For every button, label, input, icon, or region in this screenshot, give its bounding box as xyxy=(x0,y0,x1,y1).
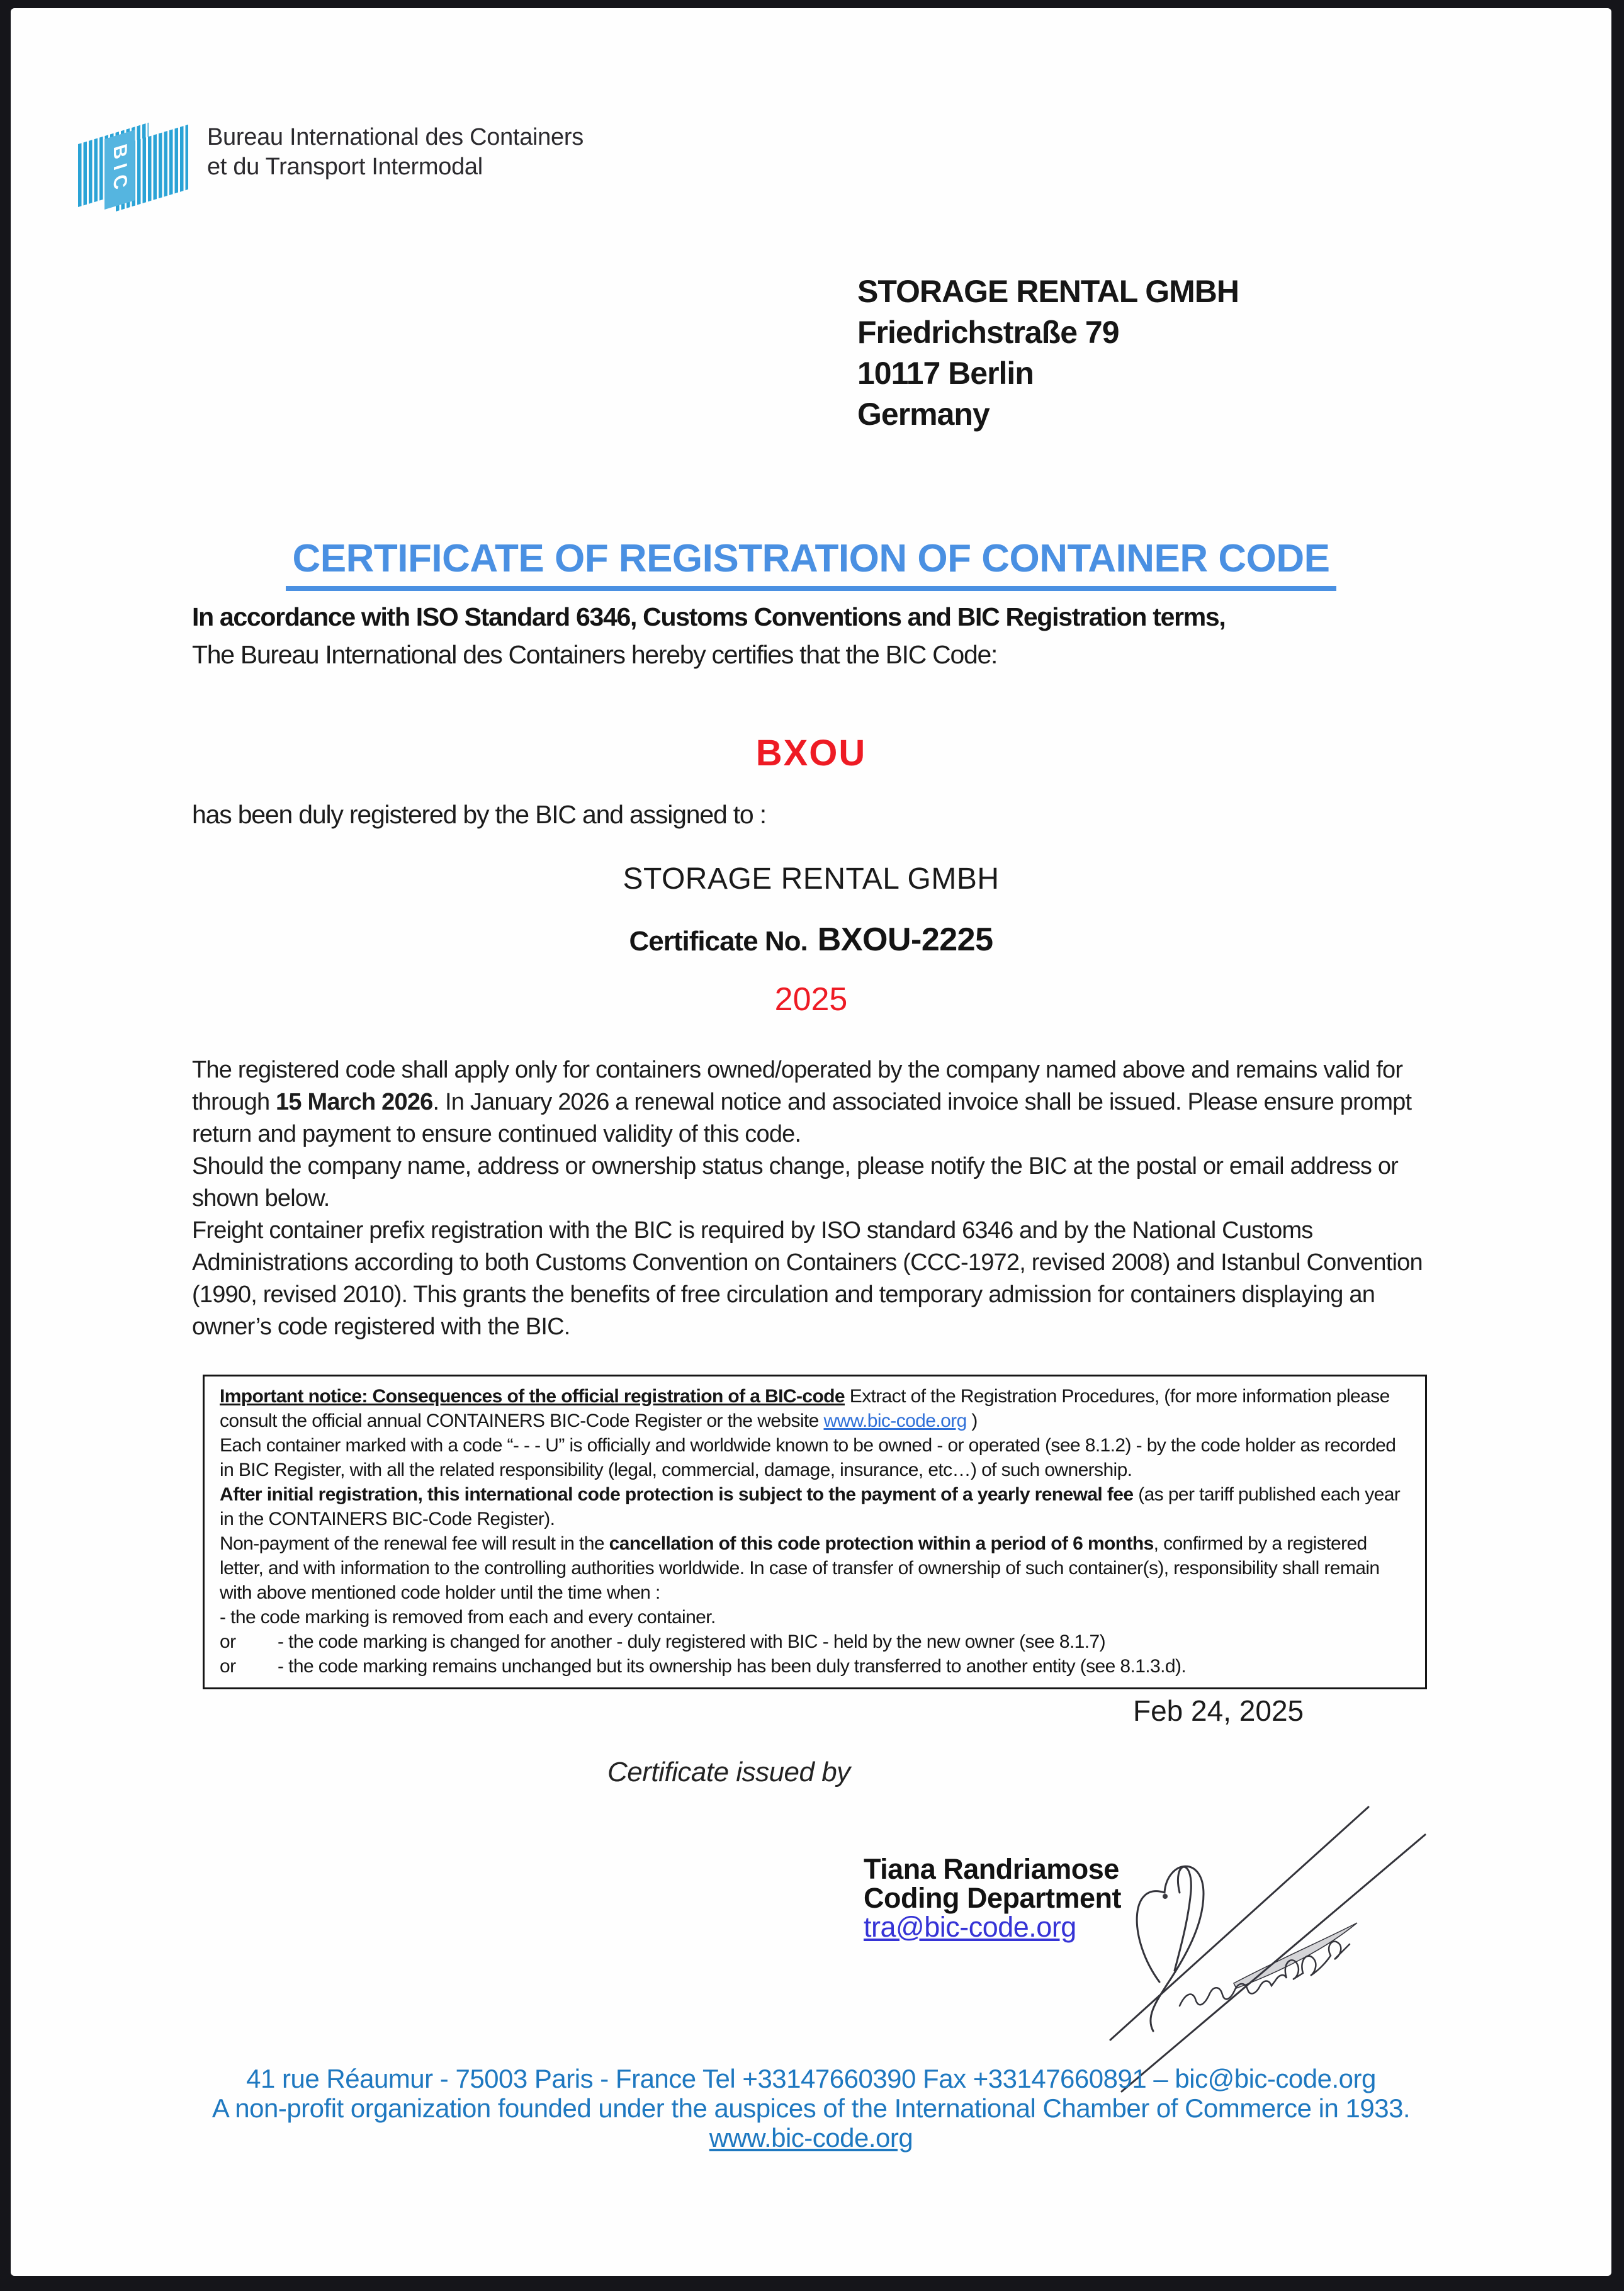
body-p1-end: . In January 2026 a renewal notice and associated invoice shall be issued. Please ensure prompt return and payment to ensure continued validity of this code. xyxy=(192,1089,1412,1147)
notice-paragraph-2: Each container marked with a code “- - - U” is officially and worldwide known to be owned - or operated (see 8.1.2) - by the code holder as recorded in BIC Register, with all the related responsibility (legal, commercial, damage, insurance, etc…) of such ownership. xyxy=(220,1435,1396,1480)
certificate-year: 2025 xyxy=(774,981,848,1018)
notice-p1-close: ) xyxy=(966,1410,978,1431)
notice-paragraph-1 xyxy=(220,1384,1411,1433)
notice-p4-start: Non-payment of the renewal fee will result in the xyxy=(220,1533,609,1554)
notice-bullet-2 xyxy=(220,1630,1411,1654)
signer-name: Tiana Randriamose xyxy=(864,1853,1119,1885)
logo-center-band xyxy=(104,130,135,210)
notice-heading: Important notice: Consequences of the official registration of a BIC-code xyxy=(220,1386,845,1407)
bic-code-value: BXOU xyxy=(755,733,867,774)
issued-by-label: Certificate issued by xyxy=(607,1757,850,1787)
bic-logo-icon xyxy=(77,119,210,230)
issue-date: Feb 24, 2025 xyxy=(1133,1694,1304,1727)
body-text xyxy=(192,1054,1424,1343)
footer-address-line: 41 rue Réaumur - 75003 Paris - France Tel +33147660390 Fax +33147660891 – bic@bic-code.org xyxy=(246,2064,1376,2093)
recipient-name: STORAGE RENTAL GMBH xyxy=(857,274,1239,309)
notice-p3-text: (as per tariff published each year in the CONTAINERS BIC-Code Register). xyxy=(220,1484,1401,1529)
certificate-page xyxy=(11,8,1611,2276)
notice-bullet-2-text: - the code marking is changed for another - duly registered with BIC - held by the new owner (see 8.1.7) xyxy=(278,1631,1105,1652)
notice-p3-bold: After initial registration, this international code protection is subject to the payment of a yearly renewal fee xyxy=(220,1484,1134,1505)
title-row xyxy=(11,539,1611,591)
notice-or-label: or xyxy=(220,1631,236,1652)
notice-paragraph-4 xyxy=(220,1531,1411,1605)
recipient-address xyxy=(857,271,1239,435)
footer-org-line: A non-profit organization founded under the auspices of the International Chamber of Commerce in 1933. xyxy=(211,2093,1411,2123)
recipient-street: Friedrichstraße 79 xyxy=(857,315,1119,350)
certificate-number-value: BXOU-2225 xyxy=(817,921,993,958)
body-p1-valid-date: 15 March 2026 xyxy=(276,1089,433,1115)
notice-p1-text: Extract of the Registration Procedures, (for more information please consult the official annual CONTAINERS BIC-Code Register or the website xyxy=(220,1386,1390,1431)
handwritten-signature xyxy=(1104,1793,1431,2095)
recipient-country: Germany xyxy=(857,397,990,432)
important-notice-box xyxy=(203,1375,1427,1689)
signer-block xyxy=(864,1855,1121,1942)
body-paragraph-1 xyxy=(192,1054,1424,1151)
notice-paragraph-3 xyxy=(220,1482,1411,1531)
notice-bullet-3 xyxy=(220,1654,1411,1679)
certificate-number-line xyxy=(11,921,1611,959)
intro-line: The Bureau International des Containers hereby certifies that the BIC Code: xyxy=(192,640,998,669)
notice-website-link[interactable]: www.bic-code.org xyxy=(823,1410,967,1431)
notice-or-label: or xyxy=(220,1656,236,1677)
body-p1-start: The registered code shall apply only for containers owned/operated by the company named above and remains valid for through xyxy=(192,1057,1403,1115)
logo-bic-text: BIC xyxy=(110,142,130,198)
recipient-city: 10117 Berlin xyxy=(857,356,1034,391)
signer-department: Coding Department xyxy=(864,1882,1122,1914)
notice-bullet-3-text: - the code marking remains unchanged but its ownership has been duly transferred to another entity (see 8.1.3.d). xyxy=(278,1656,1187,1677)
notice-p4-end: , confirmed by a registered letter, and with information to the controlling authorities worldwide. In case of transfer of ownership of such container(s), responsibility shall remain with above mentioned code holder until the time when : xyxy=(220,1533,1380,1603)
notice-p4-bold: cancellation of this code protection within a period of 6 months xyxy=(609,1533,1154,1554)
org-name-line1: Bureau International des Containers xyxy=(207,124,584,150)
signer-email-link[interactable]: tra@bic-code.org xyxy=(864,1911,1076,1943)
assigned-line: has been duly registered by the BIC and assigned to : xyxy=(192,800,766,829)
page-title: CERTIFICATE OF REGISTRATION OF CONTAINER CODE xyxy=(286,539,1336,591)
certificate-number-label: Certificate No. xyxy=(629,926,808,957)
body-paragraph-2: Should the company name, address or ownership status change, please notify the BIC at the postal or email address or shown below. xyxy=(192,1153,1399,1212)
intro-line-bold: In accordance with ISO Standard 6346, Customs Conventions and BIC Registration terms, xyxy=(192,602,1226,631)
org-name-line2: et du Transport Intermodal xyxy=(207,154,483,180)
org-name xyxy=(207,123,584,182)
footer-website-link[interactable]: www.bic-code.org xyxy=(709,2123,913,2153)
notice-bullet-1: - the code marking is removed from each and every container. xyxy=(220,1607,716,1628)
body-paragraph-3: Freight container prefix registration with the BIC is required by ISO standard 6346 and by the National Customs Administrations according to both Customs Convention on Containers (CCC-1972, revised 2008) and Istanbul Convention (1990, revised 2010). This grants the benefits of free circulation and temporary admission for containers displaying an owner’s code registered with the BIC. xyxy=(192,1217,1423,1340)
assigned-company: STORAGE RENTAL GMBH xyxy=(623,862,1000,896)
footer xyxy=(11,2064,1611,2153)
